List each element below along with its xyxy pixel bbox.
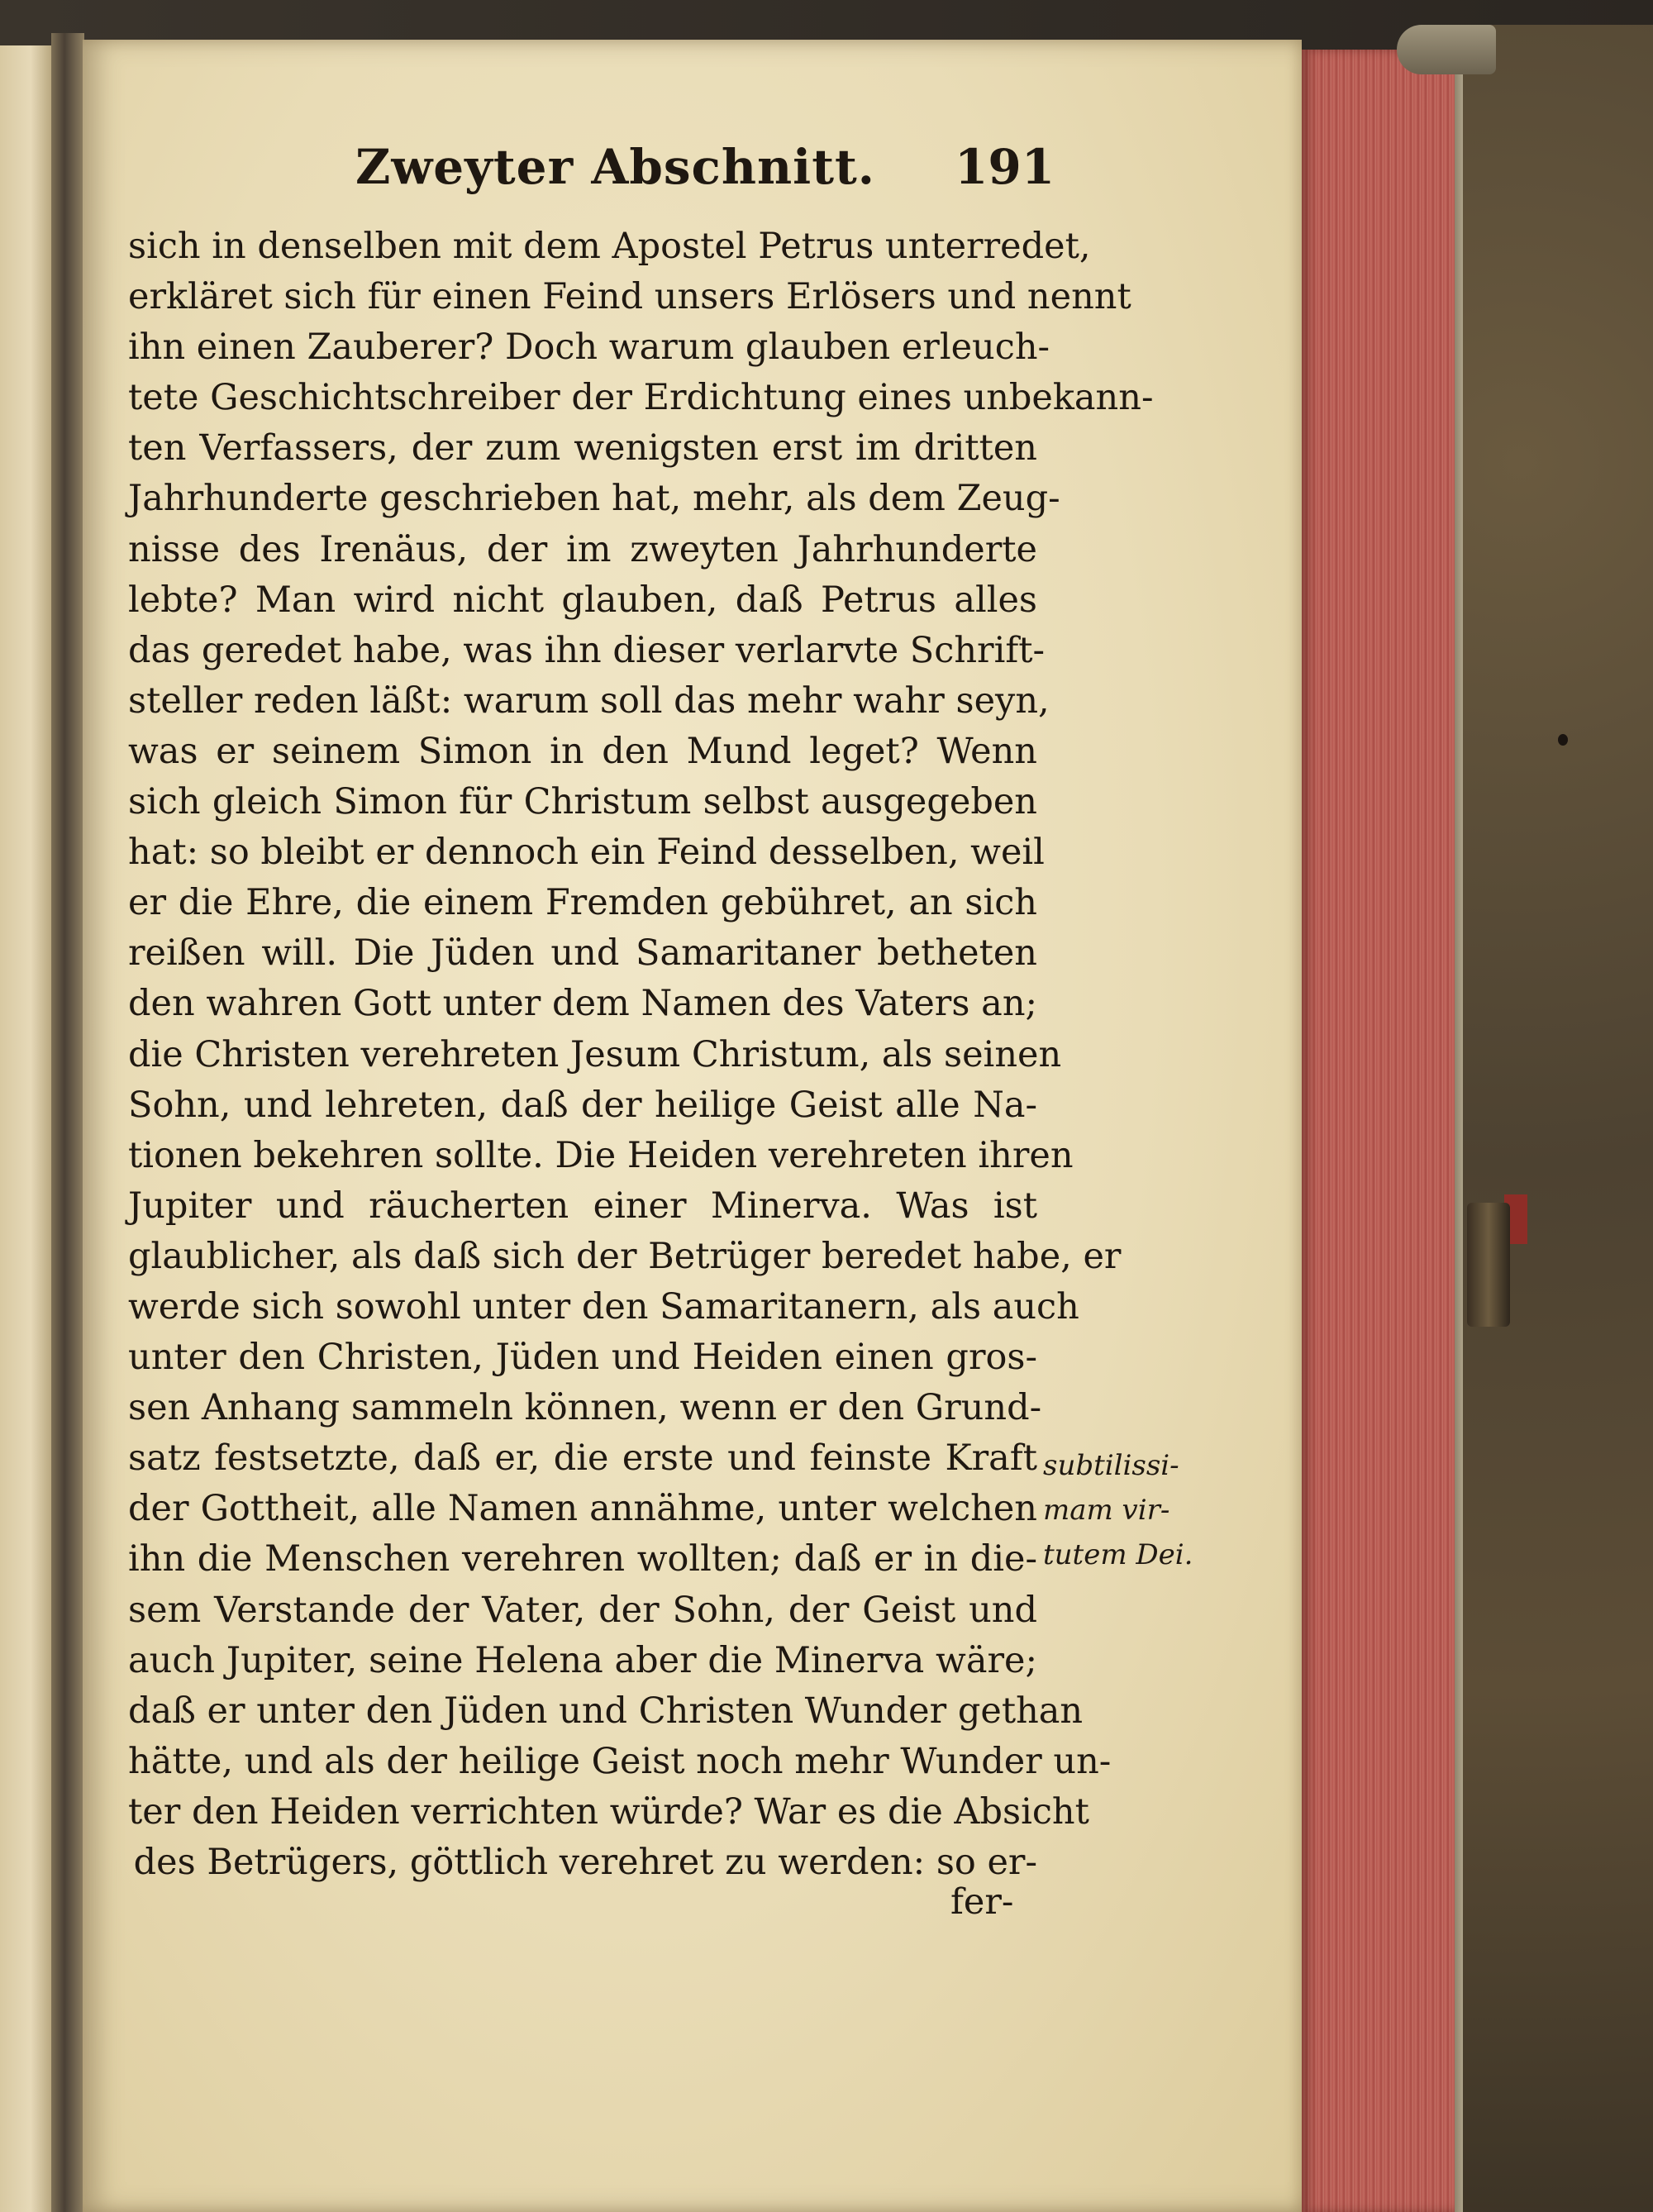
- catchword: fer-: [950, 1881, 1014, 1923]
- text-line: tionen bekehren sollte. Die Heiden verehreten ihren: [128, 1134, 1074, 1176]
- text-line: tete Geschichtschreiber der Erdichtung eines unbekann-: [128, 377, 1154, 419]
- corner-clasp: [1397, 25, 1496, 74]
- text-line: lebte? Man wird nicht glauben, daß Petrus alles: [128, 579, 1037, 621]
- marginal-note: [1043, 1443, 1217, 1577]
- red-fore-edge: [1302, 50, 1463, 2212]
- marginal-note-line: tutem Dei.: [1043, 1538, 1193, 1571]
- ink-dot: [1558, 734, 1568, 746]
- text-line: auch Jupiter, seine Helena aber die Minerva wäre;: [128, 1639, 1037, 1681]
- text-line: die Christen verehreten Jesum Christum, als seinen: [128, 1033, 1062, 1075]
- text-line: erkläret sich für einen Feind unsers Erlösers und nennt: [128, 276, 1131, 318]
- text-line: sich in denselben mit dem Apostel Petrus unterredet,: [128, 226, 1091, 267]
- text-line: er die Ehre, die einem Fremden gebühret, an sich: [128, 882, 1037, 924]
- text-line: hat: so bleibt er dennoch ein Feind desselben, weil: [128, 832, 1045, 874]
- side-clasp: [1467, 1203, 1510, 1327]
- text-line: Jupiter und räucherten einer Minerva. Was ist: [128, 1185, 1037, 1227]
- text-line: Sohn, und lehreten, daß der heilige Geist alle Na-: [128, 1084, 1037, 1126]
- text-line: ten Verfassers, der zum wenigsten erst im dritten: [128, 427, 1037, 470]
- text-line: ter den Heiden verrichten würde? War es die Absicht: [128, 1790, 1089, 1833]
- text-line: satz festsetzte, daß er, die erste und feinste Kraft: [128, 1437, 1037, 1480]
- text-line: hätte, und als der heilige Geist noch mehr Wunder un-: [128, 1740, 1112, 1782]
- text-line: sen Anhang sammeln können, wenn er den Grund-: [128, 1387, 1042, 1429]
- text-line: was er seinem Simon in den Mund leget? Wenn: [128, 730, 1037, 772]
- text-line: des Betrügers, göttlich verehret zu werden: so er-: [133, 1842, 1037, 1883]
- book-gutter: [51, 33, 84, 2212]
- text-line: sem Verstande der Vater, der Sohn, der Geist und: [128, 1589, 1037, 1631]
- text-line: den wahren Gott unter dem Namen des Vaters an;: [128, 983, 1037, 1025]
- text-line: sich gleich Simon für Christum selbst ausgegeben: [128, 781, 1037, 823]
- text-line: nisse des Irenäus, der im zweyten Jahrhunderte: [128, 528, 1037, 570]
- text-line: reißen will. Die Jüden und Samaritaner betheten: [128, 932, 1037, 975]
- text-line: Jahrhunderte geschrieben hat, mehr, als dem Zeug-: [128, 478, 1060, 520]
- text-line: der Gottheit, alle Namen annähme, unter welchen: [128, 1488, 1037, 1530]
- text-line: steller reden läßt: warum soll das mehr wahr seyn,: [128, 679, 1050, 722]
- text-line: unter den Christen, Jüden und Heiden einen gros-: [128, 1337, 1037, 1379]
- text-line: ihn die Menschen verehren wollten; daß er in die-: [128, 1538, 1037, 1580]
- book-cover: [1463, 25, 1653, 2212]
- previous-page-edge: [0, 45, 51, 2212]
- marginal-note-line: subtilissi-: [1043, 1449, 1179, 1482]
- text-line: das geredet habe, was ihn dieser verlarvte Schrift-: [128, 629, 1046, 671]
- text-line: werde sich sowohl unter den Samaritanern, als auch: [128, 1285, 1079, 1328]
- running-head: Zweyter Abschnitt.: [355, 139, 875, 195]
- text-line: ihn einen Zauberer? Doch warum glauben erleuch-: [128, 327, 1050, 369]
- text-line: glaublicher, als daß sich der Betrüger beredet habe, er: [128, 1235, 1122, 1277]
- text-line: daß er unter den Jüden und Christen Wunder gethan: [128, 1690, 1084, 1732]
- marginal-note-line: mam vir-: [1043, 1494, 1170, 1527]
- page-number: 191: [955, 139, 1055, 195]
